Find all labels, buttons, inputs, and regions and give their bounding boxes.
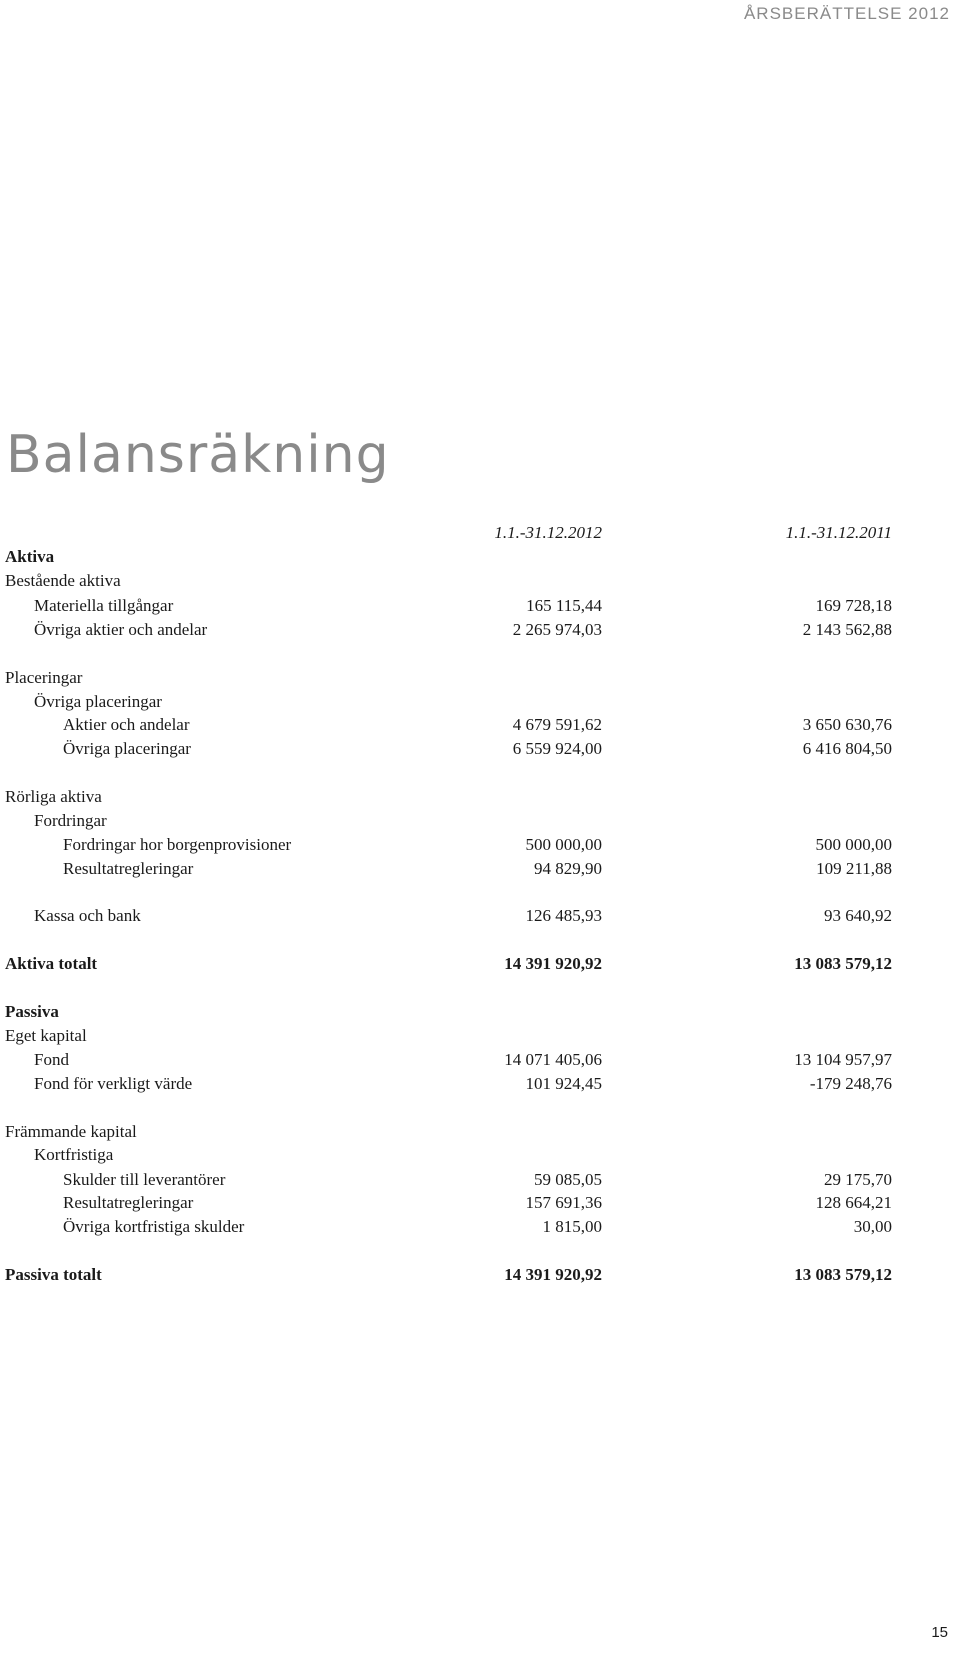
row-label: Resultatregleringar: [63, 859, 194, 878]
value-2011: -179 248,76: [809, 1074, 892, 1093]
total-row-aktiva: [0, 952, 960, 976]
table-row: [0, 737, 960, 761]
group-heading-placeringar: [0, 666, 960, 690]
subgroup-heading-fordringar: [0, 809, 960, 833]
row-label: Övriga placeringar: [34, 692, 162, 711]
value-2012: 500 000,00: [525, 835, 602, 854]
row-label: Övriga placeringar: [63, 739, 191, 758]
value-2012: 94 829,90: [534, 859, 602, 878]
row-label: Passiva: [5, 1002, 59, 1021]
value-2011: 30,00: [853, 1217, 892, 1236]
row-label: Passiva totalt: [5, 1265, 102, 1284]
row-label: Eget kapital: [5, 1026, 87, 1045]
row-label: Materiella tillgångar: [34, 596, 174, 615]
value-2012: 126 485,93: [525, 906, 602, 925]
table-row: [0, 618, 960, 642]
table-row: [0, 857, 960, 881]
row-label: Aktiva: [5, 547, 55, 566]
value-2011: 93 640,92: [824, 906, 892, 925]
value-2011: 169 728,18: [815, 596, 892, 615]
value-2012: 1 815,00: [542, 1217, 602, 1236]
subgroup-heading-ovriga-placeringar: [0, 690, 960, 714]
table-row: [0, 833, 960, 857]
row-label: Fordringar hor borgenprovisioner: [63, 835, 292, 854]
value-2011: 13 104 957,97: [794, 1050, 892, 1069]
page-number: 15: [931, 1624, 948, 1641]
row-label: Aktiva totalt: [5, 954, 98, 973]
value-2011: 6 416 804,50: [802, 739, 892, 758]
value-2012: 59 085,05: [534, 1170, 602, 1189]
row-label: Fordringar: [34, 811, 107, 830]
table-row: [0, 713, 960, 737]
table-row: [0, 1215, 960, 1239]
group-heading-bestaende-aktiva: [0, 569, 960, 593]
group-heading-eget-kapital: [0, 1024, 960, 1048]
value-2012: 6 559 924,00: [512, 739, 602, 758]
group-heading-rorliga-aktiva: [0, 785, 960, 809]
page-title: Balansräkning: [6, 425, 390, 485]
section-heading-passiva: [0, 1000, 960, 1024]
value-2012: 101 924,45: [525, 1074, 602, 1093]
value-2012: 157 691,36: [525, 1193, 602, 1212]
value-2011: 29 175,70: [824, 1170, 892, 1189]
subgroup-heading-kortfristiga: [0, 1143, 960, 1167]
value-2012: 14 071 405,06: [504, 1050, 602, 1069]
table-row: [0, 1048, 960, 1072]
column-header-2012: 1.1.-31.12.2012: [494, 523, 602, 542]
row-label: Fond: [34, 1050, 69, 1069]
value-2011: 128 664,21: [815, 1193, 892, 1212]
running-header: ÅRSBERÄTTELSE 2012: [743, 4, 950, 23]
row-label: Övriga aktier och andelar: [34, 620, 208, 639]
value-2012: 165 115,44: [526, 596, 602, 615]
value-2011: 13 083 579,12: [794, 954, 892, 973]
value-2012: 14 391 920,92: [504, 954, 602, 973]
value-2011: 13 083 579,12: [794, 1265, 892, 1284]
row-label: Rörliga aktiva: [5, 787, 102, 806]
row-label: Aktier och andelar: [63, 715, 190, 734]
value-2011: 109 211,88: [816, 859, 892, 878]
row-label: Bestående aktiva: [5, 571, 121, 590]
table-row: [0, 904, 960, 928]
value-2011: 500 000,00: [815, 835, 892, 854]
total-row-passiva: [0, 1263, 960, 1287]
row-label: Främmande kapital: [5, 1122, 137, 1141]
group-heading-frammande-kapital: [0, 1120, 960, 1144]
value-2011: 2 143 562,88: [802, 620, 892, 639]
row-label: Kassa och bank: [34, 906, 141, 925]
value-2012: 14 391 920,92: [504, 1265, 602, 1284]
table-row: [0, 1191, 960, 1215]
table-row: [0, 1168, 960, 1192]
value-2012: 4 679 591,62: [512, 715, 602, 734]
value-2011: 3 650 630,76: [802, 715, 892, 734]
column-header-row: [0, 521, 960, 545]
row-label: Placeringar: [5, 668, 83, 687]
row-label: Övriga kortfristiga skulder: [63, 1217, 245, 1236]
row-label: Skulder till leverantörer: [63, 1170, 226, 1189]
value-2012: 2 265 974,03: [512, 620, 602, 639]
row-label: Resultatregleringar: [63, 1193, 194, 1212]
row-label: Kortfristiga: [34, 1145, 114, 1164]
table-row: [0, 1072, 960, 1096]
row-label: Fond för verkligt värde: [34, 1074, 193, 1093]
table-row: [0, 594, 960, 618]
column-header-2011: 1.1.-31.12.2011: [785, 523, 892, 542]
section-heading-aktiva: [0, 545, 960, 569]
